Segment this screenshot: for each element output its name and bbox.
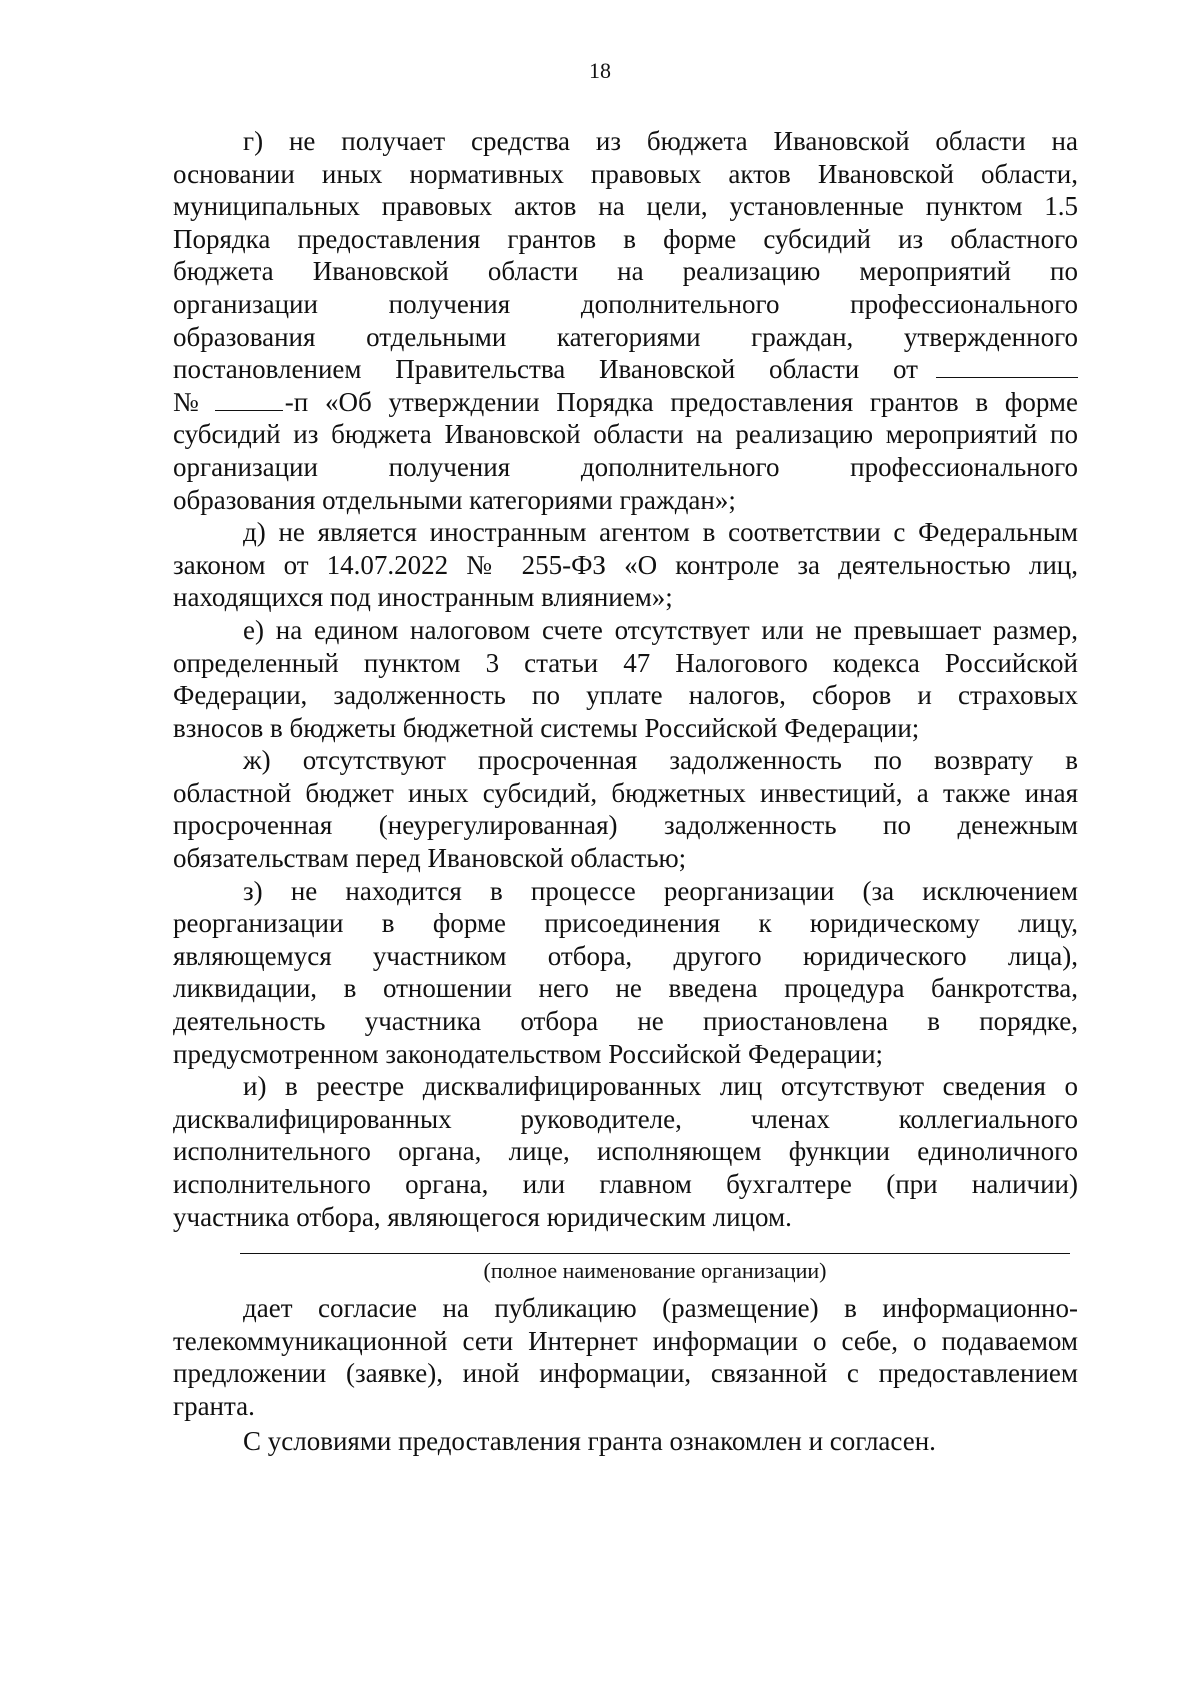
- paragraph-g-line: бюджета Ивановской области на реализацию мероприятий по: [173, 256, 1078, 287]
- consent-paragraph: [173, 1292, 1078, 1422]
- paragraph-z-line: предусмотренном законодательством Российской Федерации;: [173, 1038, 884, 1069]
- organization-name-line: [240, 1253, 1070, 1254]
- organization-name-caption: (полное наименование организации): [483, 1258, 827, 1283]
- number-blank-field: [215, 388, 283, 411]
- paragraph-zh-line: просроченная (неурегулированная) задолженность по денежным: [173, 810, 1078, 841]
- paragraph-zh-line: ж) отсутствуют просроченная задолженность по возврату в: [243, 745, 1078, 776]
- paragraph-g-line: образования отдельными категориями граждан, утвержденного: [173, 321, 1078, 352]
- paragraph-d-line: находящихся под иностранным влиянием»;: [173, 582, 673, 613]
- paragraph-z-line: з) не находится в процессе реорганизации (за исключением: [243, 875, 1078, 906]
- paragraph-e-line: взносов в бюджеты бюджетной системы Российской Федерации;: [173, 712, 920, 743]
- paragraph-e-line: определенный пунктом 3 статьи 47 Налогового кодекса Российской: [173, 647, 1078, 678]
- paragraph-g-line: субсидий из бюджета Ивановской области на реализацию мероприятий по: [173, 419, 1078, 450]
- paragraph-g-line: образования отдельными категориями граждан»;: [173, 484, 736, 515]
- paragraph-e-line: Федерации, задолженность по уплате налогов, сборов и страховых: [173, 680, 1078, 711]
- paragraph-z-line: деятельность участника отбора не приостановлена в порядке,: [173, 1006, 1078, 1037]
- paragraph-zh-line: областной бюджет иных субсидий, бюджетных инвестиций, а также иная: [173, 777, 1078, 808]
- paragraph-g-line: муниципальных правовых актов на цели, установленные пунктом 1.5: [173, 191, 1078, 222]
- paragraph-d-line: законом от 14.07.2022 № 255-ФЗ «О контроле за деятельностью лиц,: [173, 549, 1078, 580]
- final-statement-line: С условиями предоставления гранта ознакомлен и согласен.: [243, 1426, 936, 1456]
- paragraph-i-line: исполнительного органа, или главном бухгалтере (при наличии): [173, 1169, 1078, 1199]
- organization-name-field: [240, 1253, 1070, 1286]
- paragraph-i-line: исполнительного органа, лице, исполняющем функции единоличного: [173, 1136, 1078, 1167]
- consent-line: гранта.: [173, 1390, 255, 1421]
- paragraph-g-line: организации получения дополнительного профессионального: [173, 451, 1078, 482]
- paragraph-g-line: [173, 386, 1078, 419]
- paragraph-g-line: Порядка предоставления грантов в форме субсидий из областного: [173, 223, 1078, 254]
- paragraph-zh-line: обязательствам перед Ивановской областью;: [173, 843, 687, 874]
- consent-line: предложении (заявке), иной информации, связанной с предоставлением: [173, 1358, 1078, 1389]
- paragraph-g-line: г) не получает средства из бюджета Ивановской области на: [243, 126, 1078, 156]
- paragraph-z-line: ликвидации, в отношении него не введена процедура банкротства,: [173, 973, 1078, 1004]
- paragraph-g-text: постановлением Правительства Ивановской области от: [173, 354, 918, 385]
- consent-line: дает согласие на публикацию (размещение) в информационно-: [243, 1293, 1078, 1323]
- paragraph-i-line: и) в реестре дисквалифицированных лиц отсутствуют сведения о: [243, 1071, 1078, 1102]
- paragraph-e-line: е) на едином налоговом счете отсутствует или не превышает размер,: [243, 614, 1078, 645]
- paragraph-z-line: реорганизации в форме присоединения к юридическому лицу,: [173, 908, 1078, 939]
- paragraph-g-line: [173, 353, 1078, 386]
- page-number: 18: [589, 58, 611, 83]
- paragraph-g-text: -п «Об утверждении Порядка предоставления грантов в форме: [284, 386, 1078, 417]
- paragraph-g-line: основании иных нормативных правовых актов Ивановской области,: [173, 158, 1078, 189]
- consent-line: телекоммуникационной сети Интернет информации о себе, о подаваемом: [173, 1325, 1078, 1356]
- conditions-list: [173, 125, 1078, 1233]
- date-blank-field: [936, 355, 1078, 378]
- paragraph-i-line: участника отбора, являющегося юридическим лицом.: [173, 1201, 792, 1232]
- paragraph-g-line: организации получения дополнительного профессионального: [173, 288, 1078, 319]
- paragraph-i-line: дисквалифицированных руководителе, членах коллегиального: [173, 1103, 1078, 1134]
- paragraph-z-line: являющемуся участником отбора, другого юридического лица),: [173, 940, 1078, 971]
- number-sign: №: [173, 386, 199, 417]
- final-statement: [173, 1425, 1078, 1458]
- paragraph-d-line: д) не является иностранным агентом в соответствии с Федеральным: [243, 517, 1078, 548]
